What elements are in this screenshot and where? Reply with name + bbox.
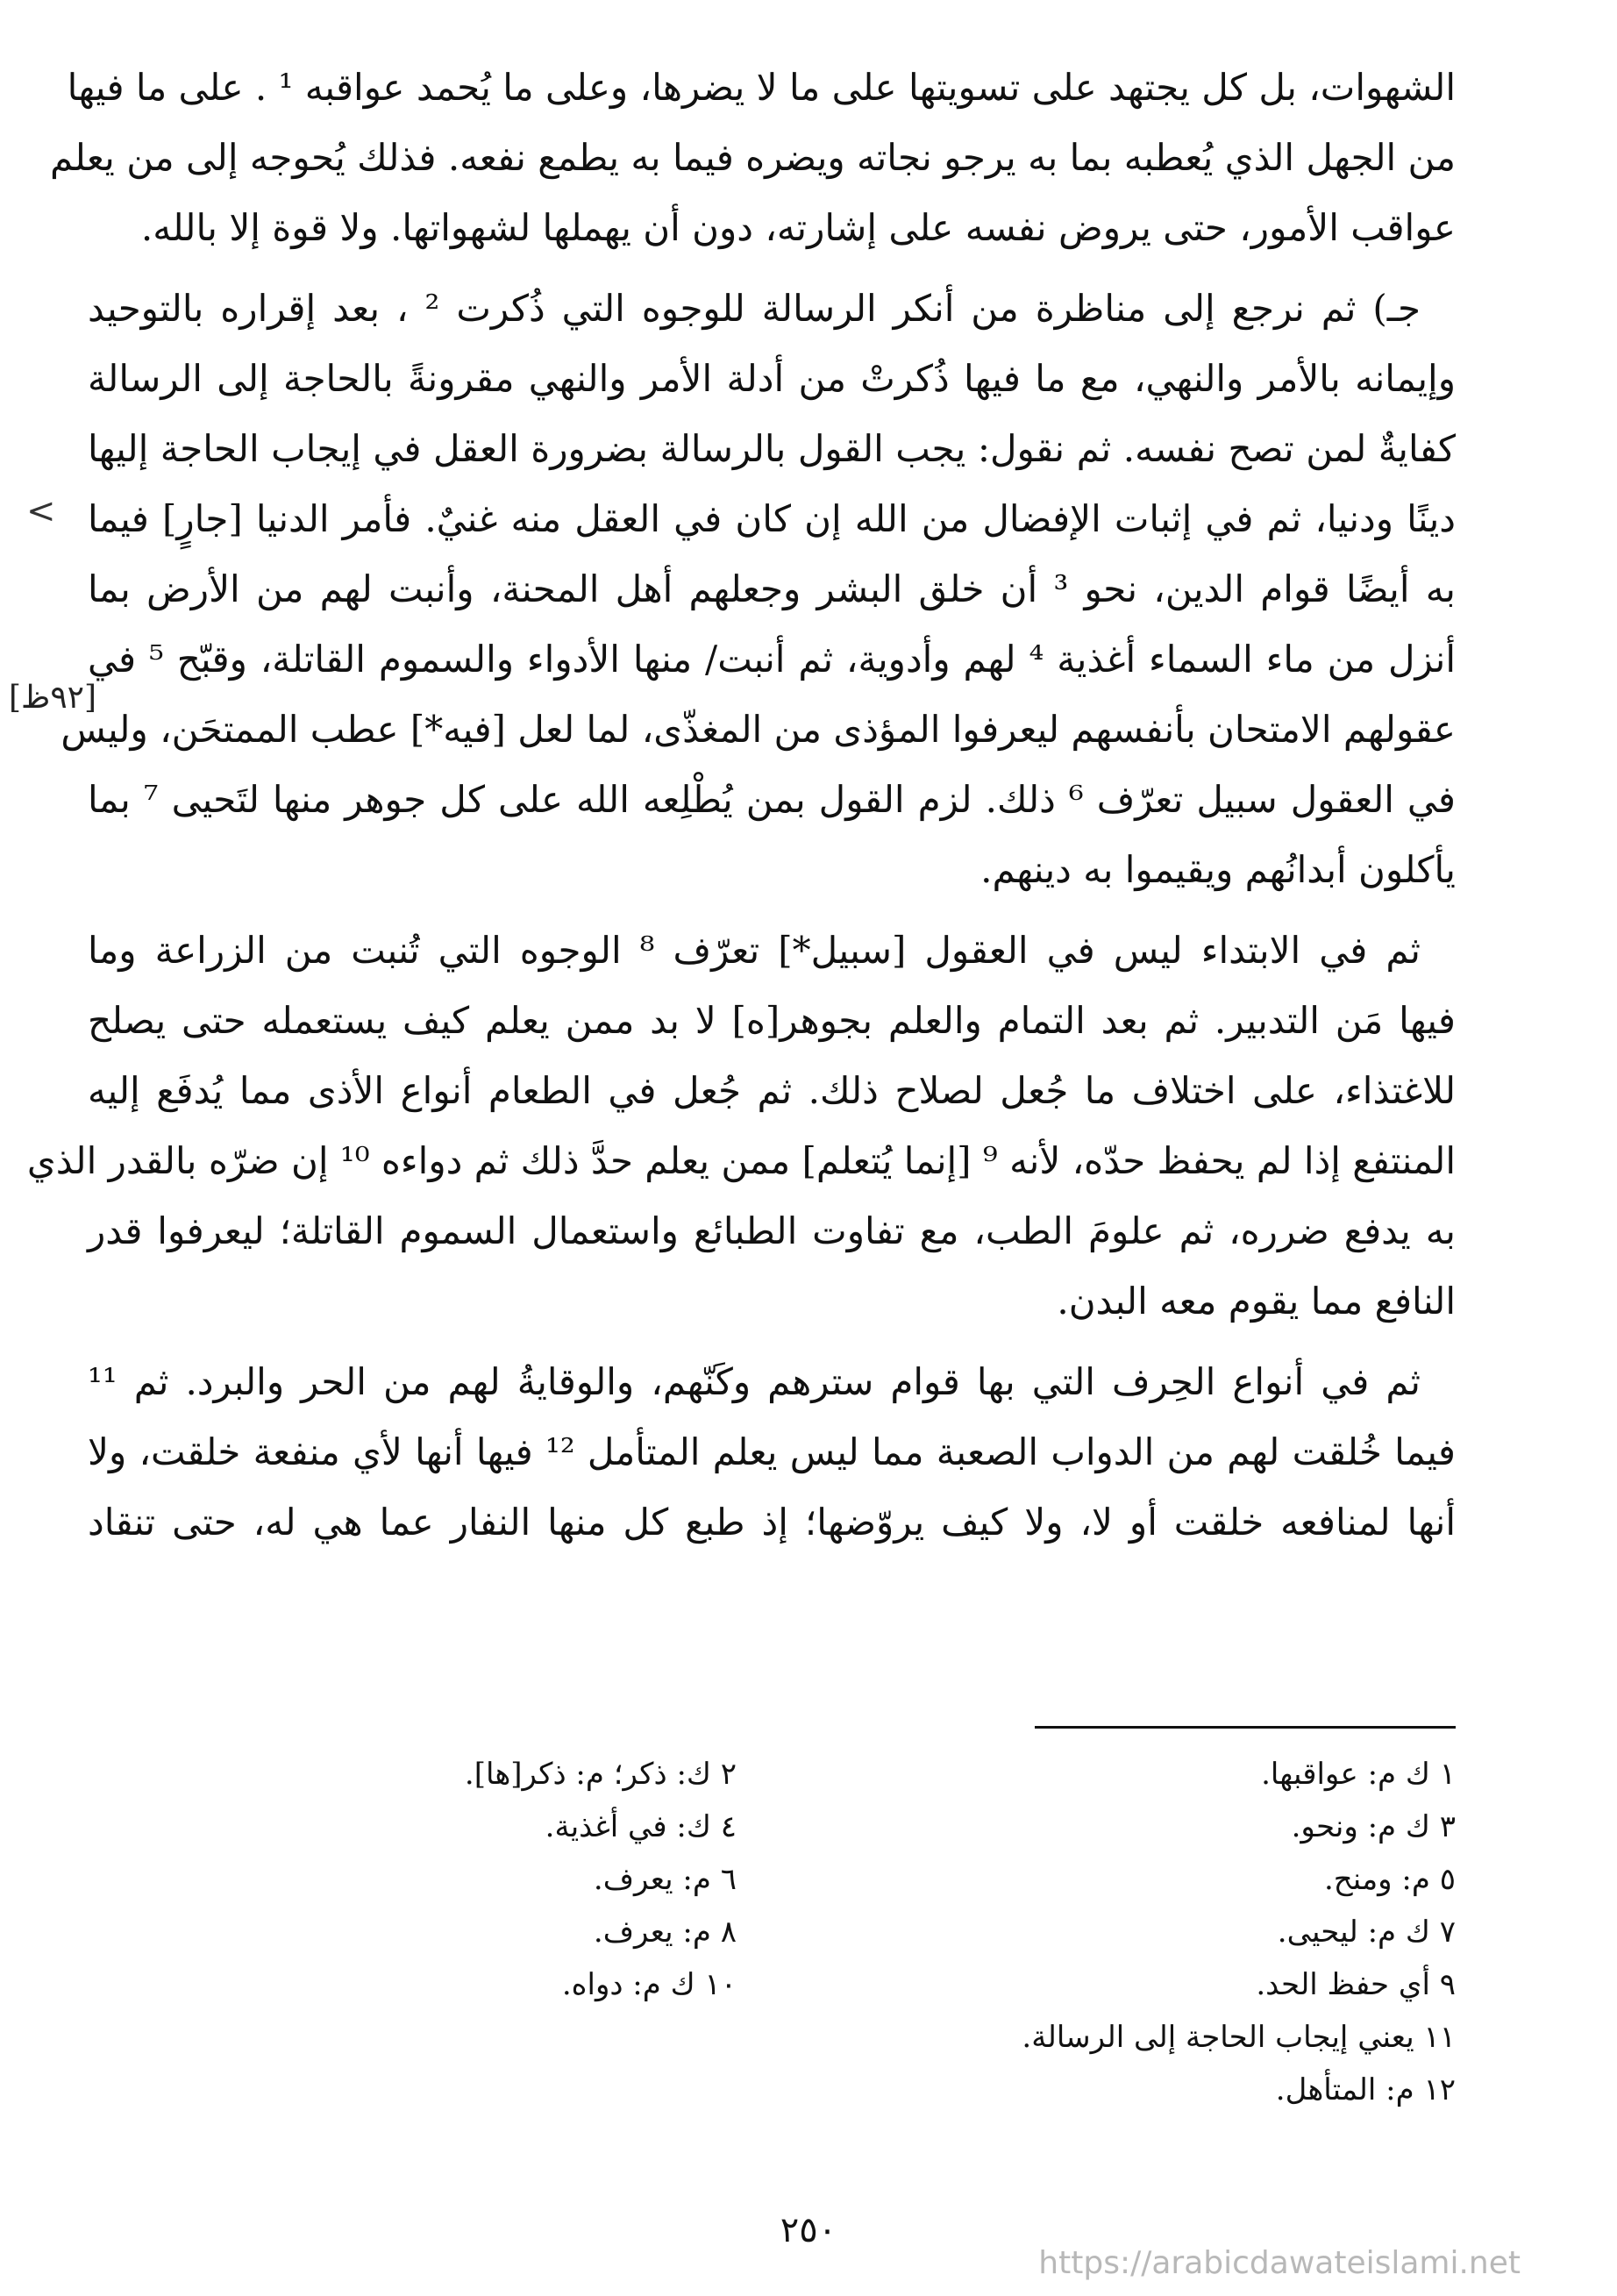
footnote: ٦ م: يعرف.	[593, 1862, 737, 1897]
footnote: ٤ ك: في أغذية.	[545, 1809, 737, 1844]
margin-mark: <	[26, 491, 56, 531]
footnote: ١٢ م: المتأهل.	[1275, 2072, 1456, 2107]
watermark-url: https://arabicdawateislami.net	[1038, 2245, 1521, 2281]
text-line: عواقب الأمور، حتى يروض نفسه على إشارته، دون أن يهملها لشهواتها. ولا قوة إلا بالله.	[140, 206, 1456, 249]
text-line: من الجهل الذي يُعطبه بما به يرجو نجاته ويضره فيما به يطمع نفعه. فذلك يُحوجه إلى من يعلم	[50, 136, 1456, 179]
text-line: عقولهم الامتحان بأنفسهم ليعرفوا المؤذى من المغذّى، لما لعل [فيه*] عطب الممتحَن، وليس	[61, 708, 1456, 751]
margin-folio-note: [٩٢ظ]	[9, 680, 97, 716]
text-line: أنزل من ماء السماء أغذية ⁴ لهم وأدوية، ثم أنبت/ منها الأدواء والسموم القاتلة، وقبّح ⁵ في	[88, 638, 1457, 681]
text-line: فيما خُلقت لهم من الدواب الصعبة مما ليس يعلم المتأمل ¹² فيها أنها لأي منفعة خلقت، ولا	[88, 1430, 1457, 1473]
footnote: ١ ك م: عواقبها.	[1261, 1757, 1456, 1792]
footnote: ١١ يعني إيجاب الحاجة إلى الرسالة.	[1022, 2020, 1456, 2055]
page-number: ٢٥٠	[780, 2210, 837, 2250]
footnote: ٥ م: ومنح.	[1323, 1862, 1456, 1897]
footnote: ٣ ك م: ونحو.	[1291, 1809, 1456, 1844]
text-line: فيها مَن التدبير. ثم بعد التمام والعلم بجوهر[ه] لا بد ممن يعلم كيف يستعمله حتى يصلح	[88, 999, 1456, 1042]
text-line: النافع مما يقوم معه البدن.	[1057, 1280, 1456, 1323]
text-line: ثم في أنواع الحِرف التي بها قوام سترهم وكَنّهم، والوقايةُ لهم من الحر والبرد. ثم ¹¹	[88, 1360, 1421, 1403]
text-line: يأكلون أبدانُهم ويقيموا به دينهم.	[980, 848, 1456, 891]
text-line: أنها لمنافعه خلقت أو لا، ولا كيف يروّضها؛ إذ طبع كل منها النفار عما هي له، حتى تنقاد	[88, 1501, 1456, 1544]
footnote: ٨ م: يعرف.	[593, 1915, 737, 1950]
text-line: للاغتذاء، على اختلاف ما جُعل لصلاح ذلك. ثم جُعل في الطعام أنواع الأذى مما يُدفَع إليه	[88, 1069, 1456, 1112]
text-line: به يدفع ضرره، ثم علومَ الطب، مع تفاوت الطبائع واستعمال السموم القاتلة؛ ليعرفوا قدر	[88, 1209, 1456, 1252]
text-line: به أيضًا قوام الدين، نحو ³ أن خلق البشر وجعلهم أهل المحنة، وأنبت لهم من الأرض بما	[88, 567, 1456, 610]
text-line: جـ) ثم نرجع إلى مناظرة من أنكر الرسالة للوجوه التي ذُكرت ² ، بعد إقراره بالتوحيد	[88, 287, 1421, 330]
text-line: دينًا ودنيا، ثم في إثبات الإفضال من الله إن كان في العقل منه غنيٌ. فأمر الدنيا [جارٍ] فيما	[88, 497, 1456, 540]
footnote: ٩ أي حفظ الحد.	[1256, 1967, 1456, 2002]
footnote: ١٠ ك م: دواه.	[561, 1967, 737, 2002]
text-line: في العقول سبيل تعرّف ⁶ ذلك. لزم القول بمن يُطْلِعه الله على كل جوهر منها لتَحيى ⁷ بما	[88, 778, 1457, 821]
text-line: وإيمانه بالأمر والنهي، مع ما فيها ذُكرتْ من أدلة الأمر والنهي مقرونةً بالحاجة إلى الرسالة	[88, 357, 1456, 400]
footnote: ٧ ك م: ليحيى.	[1277, 1915, 1456, 1950]
text-line: المنتفع إذا لم يحفظ حدّه، لأنه ⁹ [إنما يُتعلم] ممن يعلم حدَّ ذلك ثم دواءه ¹⁰ إن ضرّه بالقدر الذي	[26, 1139, 1456, 1182]
footnote: ٢ ك: ذكر؛ م: ذكر[ها].	[464, 1757, 737, 1792]
text-line: ثم في الابتداء ليس في العقول [سبيل*] تعرّف ⁸ الوجوه التي تُنبت من الزراعة وما	[88, 929, 1421, 972]
text-line: كفايةٌ لمن تصح نفسه. ثم نقول: يجب القول بالرسالة بضرورة العقل في إيجاب الحاجة إليها	[88, 427, 1456, 470]
footnote-divider	[1035, 1726, 1456, 1729]
text-line: الشهوات، بل كل يجتهد على تسويتها على ما لا يضرها، وعلى ما يُحمد عواقبه ¹ . على ما فيها	[67, 66, 1456, 109]
